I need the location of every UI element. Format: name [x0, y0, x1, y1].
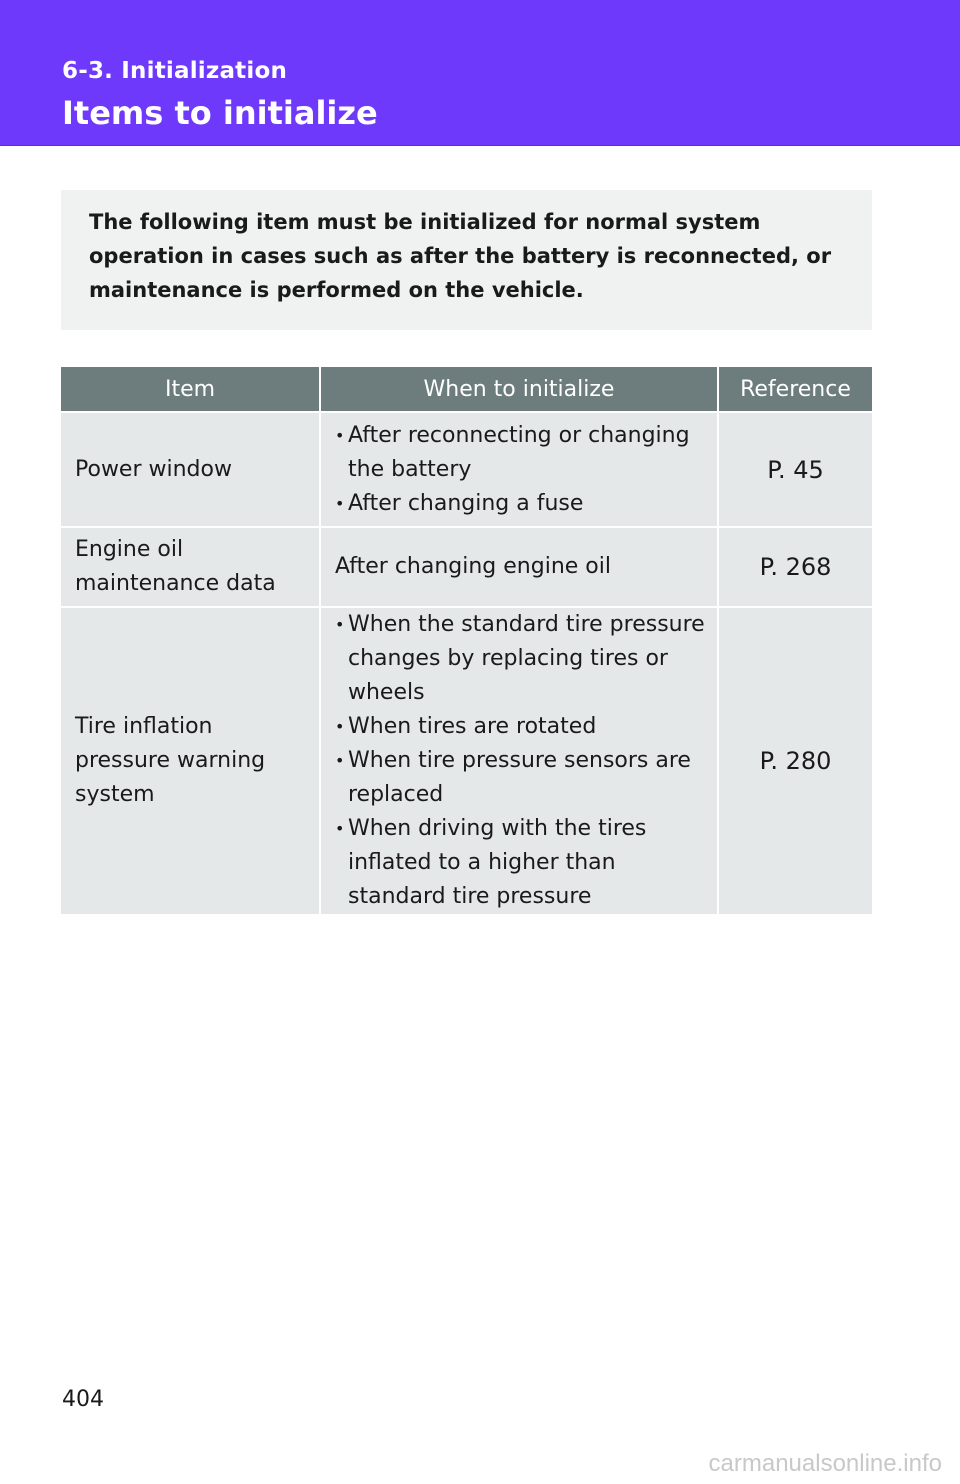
- column-header-item: Item: [61, 367, 320, 412]
- when-list: [335, 608, 709, 914]
- watermark-text: carmanualsonline.info: [708, 1450, 942, 1477]
- reference-cell: P. 280: [718, 607, 872, 915]
- column-header-reference: Reference: [718, 367, 872, 412]
- reference-cell: P. 45: [718, 412, 872, 527]
- initialization-table: [61, 367, 872, 916]
- item-cell: Tire inflation pressure warning system: [61, 607, 320, 915]
- list-item: • After reconnecting or changing the battery: [335, 419, 709, 487]
- page-number: 404: [62, 1387, 104, 1412]
- when-cell: [320, 607, 718, 915]
- page-title: Items to initialize: [62, 94, 378, 132]
- table-row: [61, 527, 872, 607]
- when-list: [335, 419, 709, 521]
- when-cell: [320, 412, 718, 527]
- list-item: • When tire pressure sensors are replaced: [335, 744, 709, 812]
- when-cell: After changing engine oil: [320, 527, 718, 607]
- intro-text: The following item must be initialized for normal system operation in cases such as after the battery is reconnected, or maintenance is performed on the vehicle.: [89, 210, 832, 302]
- list-item: • When the standard tire pressure changes by replacing tires or wheels: [335, 608, 709, 710]
- table-row: [61, 412, 872, 527]
- item-cell: Power window: [61, 412, 320, 527]
- item-cell: Engine oil maintenance data: [61, 527, 320, 607]
- table-row: [61, 607, 872, 915]
- list-item: • When tires are rotated: [335, 710, 709, 744]
- page-header: [0, 0, 960, 146]
- list-item: • After changing a fuse: [335, 487, 709, 521]
- column-header-when: When to initialize: [320, 367, 718, 412]
- list-item: • When driving with the tires inflated to a higher than standard tire pressure: [335, 812, 709, 914]
- section-label: 6-3. Initialization: [62, 58, 288, 84]
- intro-box: [61, 190, 872, 330]
- table-header-row: [61, 367, 872, 412]
- reference-cell: P. 268: [718, 527, 872, 607]
